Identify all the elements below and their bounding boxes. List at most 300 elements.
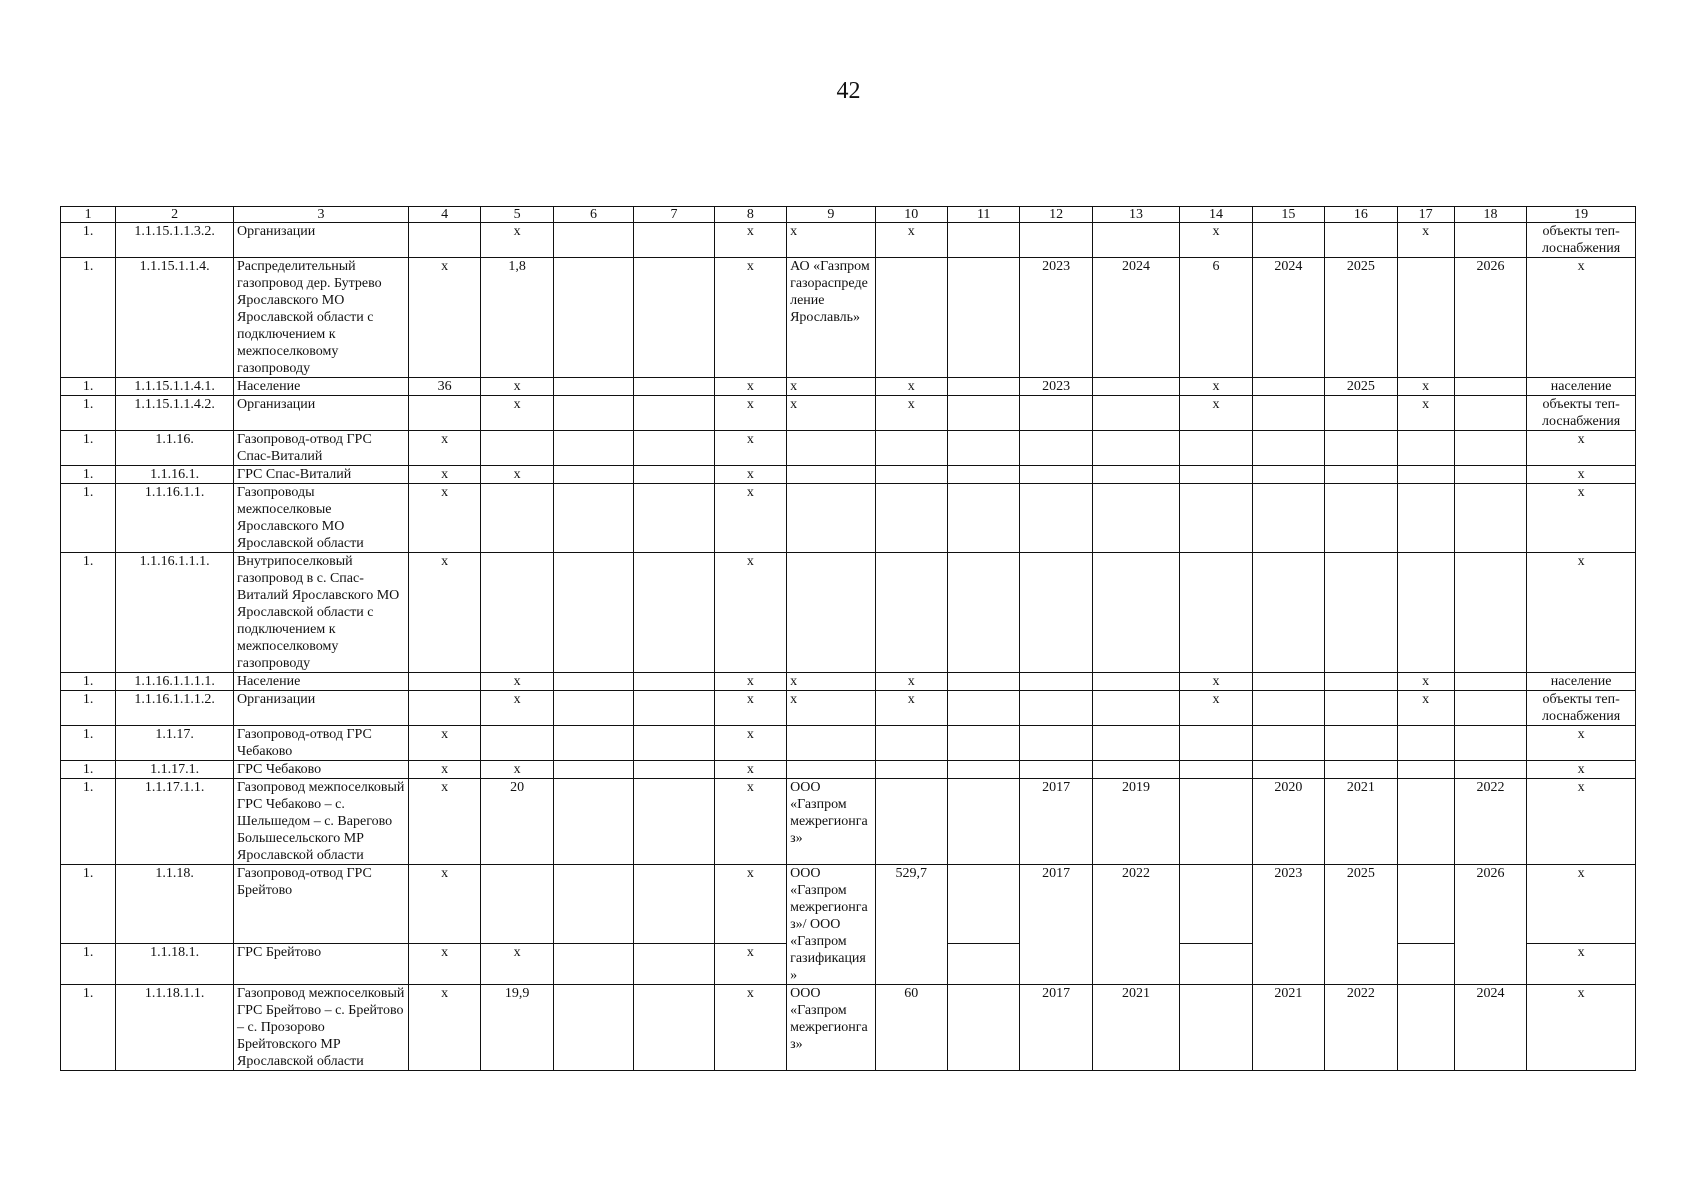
cell-col-12 (1020, 553, 1092, 673)
cell-col-4: х (408, 484, 480, 553)
cell-col-2: 1.1.15.1.1.4.1. (116, 378, 234, 396)
cell-col-5: 1,8 (481, 258, 553, 378)
cell-col-2: 1.1.16.1. (116, 466, 234, 484)
cell-col-4: х (408, 466, 480, 484)
cell-col-4 (408, 396, 480, 431)
data-table (60, 206, 1636, 1071)
header-cell-4: 4 (408, 207, 480, 223)
cell-col-19: объекты теп-лоснабжения (1527, 223, 1636, 258)
cell-col-12 (1020, 726, 1092, 761)
header-cell-16: 16 (1325, 207, 1397, 223)
cell-col-8: х (714, 553, 786, 673)
cell-col-10: х (875, 673, 947, 691)
cell-col-19: х (1527, 726, 1636, 761)
cell-col-14 (1180, 985, 1252, 1071)
cell-col-15 (1252, 553, 1324, 673)
cell-col-5: х (481, 223, 553, 258)
header-cell-12: 12 (1020, 207, 1092, 223)
cell-col-4: х (408, 258, 480, 378)
cell-col-18 (1454, 761, 1526, 779)
cell-col-17: х (1397, 378, 1454, 396)
cell-col-14: х (1180, 378, 1252, 396)
cell-col-13 (1092, 378, 1179, 396)
cell-col-11 (948, 553, 1020, 673)
cell-col-15 (1252, 673, 1324, 691)
cell-col-8: х (714, 484, 786, 553)
cell-col-14 (1180, 779, 1252, 865)
cell-col-3: Организации (233, 396, 408, 431)
cell-col-10: х (875, 396, 947, 431)
cell-col-9 (787, 466, 876, 484)
cell-col-14: х (1180, 691, 1252, 726)
cell-col-2: 1.1.16. (116, 431, 234, 466)
cell-col-11 (948, 779, 1020, 865)
cell-col-4: х (408, 779, 480, 865)
cell-col-12: 2017 (1020, 865, 1092, 985)
cell-col-16 (1325, 466, 1397, 484)
cell-col-9 (787, 553, 876, 673)
cell-col-8: х (714, 396, 786, 431)
table-row (61, 673, 1636, 691)
cell-col-7 (634, 691, 714, 726)
cell-col-14 (1180, 553, 1252, 673)
cell-col-18 (1454, 553, 1526, 673)
header-cell-10: 10 (875, 207, 947, 223)
cell-col-2: 1.1.16.1.1.1.1. (116, 673, 234, 691)
cell-col-8: х (714, 865, 786, 944)
cell-col-13: 2022 (1092, 865, 1179, 985)
cell-col-16: 2025 (1325, 378, 1397, 396)
cell-col-3: Газопровод-отвод ГРС Спас-Виталий (233, 431, 408, 466)
header-cell-6: 6 (553, 207, 633, 223)
cell-col-10: х (875, 223, 947, 258)
cell-col-13 (1092, 396, 1179, 431)
cell-col-11 (948, 484, 1020, 553)
cell-col-18 (1454, 378, 1526, 396)
header-cell-8: 8 (714, 207, 786, 223)
cell-col-8: х (714, 378, 786, 396)
cell-col-5 (481, 431, 553, 466)
cell-col-7 (634, 726, 714, 761)
cell-col-6 (553, 691, 633, 726)
cell-col-11 (948, 673, 1020, 691)
cell-col-3: Внутрипоселковый газопровод в с. Спас-Виталий Ярославского МО Ярославской области с подключением к межпоселковому газопроводу (233, 553, 408, 673)
cell-col-7 (634, 673, 714, 691)
cell-col-11 (948, 431, 1020, 466)
cell-col-14 (1180, 466, 1252, 484)
cell-col-13 (1092, 761, 1179, 779)
cell-col-8: х (714, 944, 786, 985)
cell-col-13 (1092, 484, 1179, 553)
cell-col-2: 1.1.16.1.1.1. (116, 553, 234, 673)
cell-col-18: 2026 (1454, 258, 1526, 378)
cell-col-19: население (1527, 673, 1636, 691)
cell-col-6 (553, 553, 633, 673)
cell-col-16 (1325, 691, 1397, 726)
cell-col-4: х (408, 431, 480, 466)
cell-col-13 (1092, 673, 1179, 691)
table-row (61, 466, 1636, 484)
cell-col-16 (1325, 223, 1397, 258)
cell-col-16 (1325, 484, 1397, 553)
cell-col-6 (553, 761, 633, 779)
cell-col-13 (1092, 691, 1179, 726)
cell-col-15 (1252, 484, 1324, 553)
header-cell-15: 15 (1252, 207, 1324, 223)
cell-col-17: х (1397, 673, 1454, 691)
cell-col-10 (875, 553, 947, 673)
cell-col-17 (1397, 431, 1454, 466)
cell-col-2: 1.1.17. (116, 726, 234, 761)
cell-col-10: 60 (875, 985, 947, 1071)
cell-col-1: 1. (61, 431, 116, 466)
cell-col-5 (481, 553, 553, 673)
cell-col-17 (1397, 466, 1454, 484)
cell-col-18 (1454, 691, 1526, 726)
cell-col-7 (634, 223, 714, 258)
cell-col-1: 1. (61, 466, 116, 484)
cell-col-7 (634, 553, 714, 673)
cell-col-17 (1397, 985, 1454, 1071)
cell-col-12 (1020, 431, 1092, 466)
cell-col-12 (1020, 691, 1092, 726)
cell-col-14: х (1180, 396, 1252, 431)
cell-col-17 (1397, 484, 1454, 553)
cell-col-1: 1. (61, 985, 116, 1071)
cell-col-1: 1. (61, 553, 116, 673)
cell-col-11 (948, 378, 1020, 396)
cell-col-9: ООО «Газпром межрегионгаз»/ ООО «Газпром газификация» (787, 865, 876, 985)
cell-col-19: население (1527, 378, 1636, 396)
cell-col-4 (408, 673, 480, 691)
cell-col-18: 2022 (1454, 779, 1526, 865)
cell-col-9 (787, 431, 876, 466)
header-cell-11: 11 (948, 207, 1020, 223)
cell-col-15 (1252, 691, 1324, 726)
cell-col-16: 2021 (1325, 779, 1397, 865)
cell-col-9: х (787, 691, 876, 726)
cell-col-2: 1.1.16.1.1. (116, 484, 234, 553)
header-cell-14: 14 (1180, 207, 1252, 223)
cell-col-4: х (408, 865, 480, 944)
cell-col-8: х (714, 673, 786, 691)
cell-col-14: х (1180, 673, 1252, 691)
cell-col-5: х (481, 466, 553, 484)
cell-col-6 (553, 944, 633, 985)
header-cell-9: 9 (787, 207, 876, 223)
cell-col-1: 1. (61, 378, 116, 396)
cell-col-18 (1454, 484, 1526, 553)
cell-col-5: х (481, 378, 553, 396)
cell-col-13 (1092, 553, 1179, 673)
cell-col-19: объекты теп-лоснабжения (1527, 396, 1636, 431)
table-row (61, 865, 1636, 944)
cell-col-8: х (714, 985, 786, 1071)
cell-col-12: 2023 (1020, 258, 1092, 378)
cell-col-3: Население (233, 378, 408, 396)
cell-col-15: 2020 (1252, 779, 1324, 865)
cell-col-1: 1. (61, 865, 116, 944)
cell-col-6 (553, 865, 633, 944)
cell-col-13 (1092, 431, 1179, 466)
cell-col-12 (1020, 761, 1092, 779)
cell-col-10: х (875, 691, 947, 726)
cell-col-13 (1092, 466, 1179, 484)
cell-col-12 (1020, 466, 1092, 484)
cell-col-6 (553, 985, 633, 1071)
cell-col-15 (1252, 466, 1324, 484)
cell-col-19: х (1527, 431, 1636, 466)
cell-col-10 (875, 484, 947, 553)
cell-col-5: х (481, 761, 553, 779)
cell-col-13: 2021 (1092, 985, 1179, 1071)
cell-col-3: ГРС Спас-Виталий (233, 466, 408, 484)
cell-col-1: 1. (61, 258, 116, 378)
table-row (61, 779, 1636, 865)
cell-col-2: 1.1.18.1.1. (116, 985, 234, 1071)
cell-col-3: ГРС Брейтово (233, 944, 408, 985)
cell-col-8: х (714, 466, 786, 484)
cell-col-12 (1020, 484, 1092, 553)
cell-col-14 (1180, 484, 1252, 553)
cell-col-6 (553, 258, 633, 378)
cell-col-12: 2017 (1020, 985, 1092, 1071)
cell-col-16 (1325, 396, 1397, 431)
cell-col-7 (634, 258, 714, 378)
cell-col-1: 1. (61, 484, 116, 553)
cell-col-5: х (481, 944, 553, 985)
cell-col-14 (1180, 726, 1252, 761)
cell-col-9 (787, 726, 876, 761)
cell-col-16: 2025 (1325, 865, 1397, 985)
cell-col-16: 2022 (1325, 985, 1397, 1071)
cell-col-19: х (1527, 258, 1636, 378)
cell-col-6 (553, 396, 633, 431)
cell-col-17: х (1397, 396, 1454, 431)
cell-col-14: 6 (1180, 258, 1252, 378)
cell-col-7 (634, 484, 714, 553)
cell-col-3: ГРС Чебаково (233, 761, 408, 779)
cell-col-18 (1454, 431, 1526, 466)
cell-col-10: 529,7 (875, 865, 947, 985)
cell-col-11 (948, 258, 1020, 378)
cell-col-11 (948, 466, 1020, 484)
cell-col-8: х (714, 431, 786, 466)
header-row (61, 207, 1636, 223)
cell-col-17 (1397, 944, 1454, 985)
cell-col-4: х (408, 553, 480, 673)
cell-col-12 (1020, 396, 1092, 431)
cell-col-13 (1092, 223, 1179, 258)
cell-col-11 (948, 985, 1020, 1071)
cell-col-9: АО «Газпром газораспределение Ярославль» (787, 258, 876, 378)
cell-col-3: Газопровод-отвод ГРС Брейтово (233, 865, 408, 944)
cell-col-3: Газопроводы межпоселковые Ярославского МО Ярославской области (233, 484, 408, 553)
cell-col-10 (875, 431, 947, 466)
cell-col-4: х (408, 944, 480, 985)
cell-col-14 (1180, 761, 1252, 779)
cell-col-6 (553, 378, 633, 396)
cell-col-14 (1180, 944, 1252, 985)
cell-col-1: 1. (61, 673, 116, 691)
cell-col-12: 2023 (1020, 378, 1092, 396)
cell-col-9: х (787, 378, 876, 396)
header-cell-17: 17 (1397, 207, 1454, 223)
cell-col-7 (634, 378, 714, 396)
cell-col-10 (875, 761, 947, 779)
cell-col-11 (948, 396, 1020, 431)
cell-col-4: х (408, 761, 480, 779)
cell-col-2: 1.1.15.1.1.4. (116, 258, 234, 378)
cell-col-6 (553, 779, 633, 865)
header-cell-7: 7 (634, 207, 714, 223)
cell-col-3: Газопровод межпоселковый ГРС Чебаково – с. Шельшедом – с. Варегово Большесельского МР Ярославской области (233, 779, 408, 865)
page-number: 42 (836, 78, 861, 104)
cell-col-14: х (1180, 223, 1252, 258)
header-cell-3: 3 (233, 207, 408, 223)
table-row (61, 761, 1636, 779)
cell-col-17: х (1397, 691, 1454, 726)
table-row (61, 378, 1636, 396)
cell-col-18 (1454, 726, 1526, 761)
table-row (61, 431, 1636, 466)
header-cell-5: 5 (481, 207, 553, 223)
cell-col-15 (1252, 396, 1324, 431)
cell-col-14 (1180, 431, 1252, 466)
cell-col-1: 1. (61, 779, 116, 865)
table-row (61, 985, 1636, 1071)
cell-col-11 (948, 944, 1020, 985)
cell-col-14 (1180, 865, 1252, 944)
table-row (61, 258, 1636, 378)
cell-col-12 (1020, 223, 1092, 258)
cell-col-9 (787, 761, 876, 779)
cell-col-18 (1454, 396, 1526, 431)
cell-col-19: х (1527, 865, 1636, 944)
cell-col-17 (1397, 726, 1454, 761)
cell-col-6 (553, 673, 633, 691)
cell-col-16 (1325, 673, 1397, 691)
cell-col-3: Организации (233, 223, 408, 258)
header-cell-18: 18 (1454, 207, 1526, 223)
cell-col-8: х (714, 779, 786, 865)
cell-col-2: 1.1.18.1. (116, 944, 234, 985)
cell-col-15: 2021 (1252, 985, 1324, 1071)
cell-col-17 (1397, 258, 1454, 378)
cell-col-9: х (787, 223, 876, 258)
cell-col-17 (1397, 779, 1454, 865)
cell-col-7 (634, 761, 714, 779)
cell-col-16 (1325, 761, 1397, 779)
cell-col-5: х (481, 691, 553, 726)
cell-col-11 (948, 726, 1020, 761)
cell-col-8: х (714, 726, 786, 761)
cell-col-5: 20 (481, 779, 553, 865)
cell-col-13 (1092, 726, 1179, 761)
cell-col-2: 1.1.17.1.1. (116, 779, 234, 865)
cell-col-17 (1397, 553, 1454, 673)
cell-col-19: х (1527, 484, 1636, 553)
cell-col-10 (875, 726, 947, 761)
cell-col-8: х (714, 258, 786, 378)
cell-col-1: 1. (61, 761, 116, 779)
cell-col-7 (634, 865, 714, 944)
cell-col-6 (553, 466, 633, 484)
cell-col-9: х (787, 673, 876, 691)
cell-col-17 (1397, 865, 1454, 944)
cell-col-7 (634, 431, 714, 466)
cell-col-5: 19,9 (481, 985, 553, 1071)
cell-col-8: х (714, 761, 786, 779)
cell-col-1: 1. (61, 691, 116, 726)
cell-col-3: Организации (233, 691, 408, 726)
cell-col-15 (1252, 378, 1324, 396)
cell-col-11 (948, 691, 1020, 726)
cell-col-1: 1. (61, 944, 116, 985)
cell-col-2: 1.1.15.1.1.4.2. (116, 396, 234, 431)
cell-col-2: 1.1.15.1.1.3.2. (116, 223, 234, 258)
cell-col-19: х (1527, 761, 1636, 779)
cell-col-4: х (408, 985, 480, 1071)
cell-col-16 (1325, 726, 1397, 761)
cell-col-7 (634, 779, 714, 865)
cell-col-2: 1.1.18. (116, 865, 234, 944)
cell-col-13: 2019 (1092, 779, 1179, 865)
cell-col-3: Распределительный газопровод дер. Бутрево Ярославского МО Ярославской области с подключением к межпоселковому газопроводу (233, 258, 408, 378)
cell-col-15 (1252, 761, 1324, 779)
cell-col-16 (1325, 553, 1397, 673)
cell-col-19: х (1527, 466, 1636, 484)
cell-col-11 (948, 223, 1020, 258)
cell-col-4 (408, 223, 480, 258)
cell-col-6 (553, 431, 633, 466)
header-cell-19: 19 (1527, 207, 1636, 223)
cell-col-17 (1397, 761, 1454, 779)
cell-col-18 (1454, 673, 1526, 691)
cell-col-15 (1252, 431, 1324, 466)
cell-col-15 (1252, 223, 1324, 258)
cell-col-18 (1454, 466, 1526, 484)
cell-col-1: 1. (61, 726, 116, 761)
cell-col-9: х (787, 396, 876, 431)
cell-col-7 (634, 396, 714, 431)
cell-col-7 (634, 944, 714, 985)
cell-col-4 (408, 691, 480, 726)
cell-col-16 (1325, 431, 1397, 466)
cell-col-8: х (714, 691, 786, 726)
cell-col-10 (875, 258, 947, 378)
cell-col-8: х (714, 223, 786, 258)
table-row (61, 484, 1636, 553)
cell-col-19: х (1527, 944, 1636, 985)
cell-col-19: х (1527, 985, 1636, 1071)
cell-col-5: х (481, 673, 553, 691)
cell-col-3: Население (233, 673, 408, 691)
cell-col-12 (1020, 673, 1092, 691)
table-row (61, 553, 1636, 673)
cell-col-5 (481, 865, 553, 944)
cell-col-19: х (1527, 553, 1636, 673)
table-row (61, 396, 1636, 431)
cell-col-3: Газопровод-отвод ГРС Чебаково (233, 726, 408, 761)
cell-col-6 (553, 223, 633, 258)
cell-col-7 (634, 466, 714, 484)
cell-col-1: 1. (61, 223, 116, 258)
cell-col-15 (1252, 726, 1324, 761)
cell-col-10 (875, 466, 947, 484)
table-row (61, 691, 1636, 726)
header-cell-13: 13 (1092, 207, 1179, 223)
